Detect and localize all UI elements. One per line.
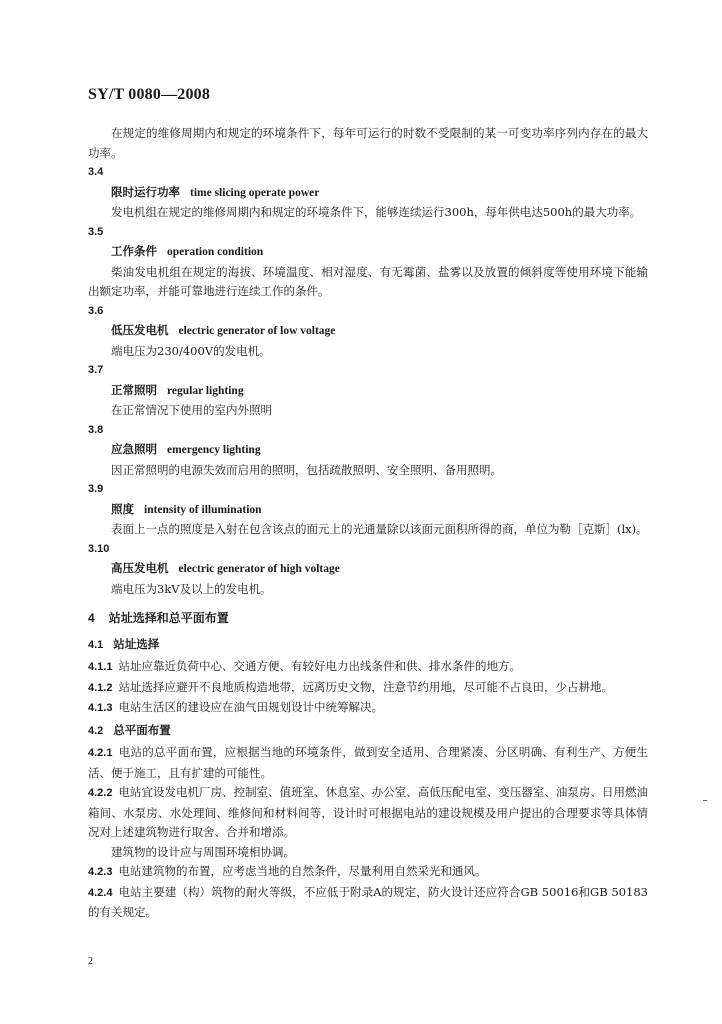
clause xyxy=(88,657,648,678)
clause-text: 电站宜设发电机厂房、控制室、值班室、休息室、办公室、高低压配电室、变压器室、油泵房、日用燃油箱间、水泵房、水处理间、维修间和材料间等，设计时可根据电站的建设规模及用户提出的合理要求等具体情况对上述建筑物进行取舍、合并和增添。 xyxy=(88,785,648,839)
section-heading xyxy=(88,609,648,629)
subsection-heading xyxy=(88,635,648,656)
subsection-heading xyxy=(88,721,648,742)
subsection-title: 总平面布置 xyxy=(113,722,171,737)
clause xyxy=(88,883,648,923)
clause-text: 站址应靠近负荷中心、交通方便、有较好电力出线条件和供、排水条件的地方。 xyxy=(118,659,521,673)
term-chinese: 限时运行功率 xyxy=(111,184,180,199)
clause-text: 站址选择应避开不良地质构造地带，远离历史文物，注意节约用地，尽可能不占良田，少占耕地。 xyxy=(118,679,613,694)
scan-speck xyxy=(703,800,707,801)
term-english: intensity of illumination xyxy=(144,503,262,516)
clause-text: 电站建筑物的布置，应考虑当地的自然条件，尽量利用自然采光和通风。 xyxy=(118,864,487,878)
subsection-number: 4.2 xyxy=(88,724,104,737)
clause xyxy=(88,678,648,699)
term-chinese: 应急照明 xyxy=(111,442,157,456)
clause-number: 4.2.3 xyxy=(88,866,113,878)
term-number: 3.5 xyxy=(88,225,104,238)
clause-text: 电站生活区的建设应在油气田规划设计中统筹解决。 xyxy=(118,700,383,714)
term-chinese: 工作条件 xyxy=(111,244,157,258)
term-heading xyxy=(88,440,648,461)
paragraph: 端电压为3kV及以上的发电机。 xyxy=(111,581,272,596)
term-heading xyxy=(88,242,648,263)
term-number: 3.9 xyxy=(88,483,104,495)
page-number: 2 xyxy=(88,956,93,967)
term-number: 3.6 xyxy=(88,304,104,317)
paragraph: 发电机组在规定的维修周期内和规定的环境条件下，能够连续运行300h，每年供电达500h的最大功率。 xyxy=(111,205,642,219)
term-chinese: 照度 xyxy=(111,501,134,516)
term-english: emergency lighting xyxy=(167,444,261,456)
term-heading xyxy=(88,381,648,402)
clause-number: 4.2.1 xyxy=(88,747,113,759)
clause-number: 4.1.1 xyxy=(88,661,113,673)
clause xyxy=(88,743,648,783)
term-heading xyxy=(88,321,648,342)
term-english: electric generator of high voltage xyxy=(178,563,340,575)
term-english: regular lighting xyxy=(167,384,244,397)
clause-number: 4.2.2 xyxy=(88,787,113,799)
paragraph: 柴油发电机组在规定的海拔、环境温度、相对湿度、有无霉菌、盐雾以及放置的倾斜度等使用环境下能输出额定功率，并能可靠地进行连续工作的条件。 xyxy=(88,264,648,298)
term-heading xyxy=(88,559,648,580)
section-number: 4 xyxy=(88,611,95,625)
term-english: electric generator of low voltage xyxy=(178,325,336,337)
standard-code: SY/T 0080—2008 xyxy=(88,86,211,103)
clause-number: 4.1.3 xyxy=(88,702,113,714)
term-heading xyxy=(88,183,648,204)
term-heading xyxy=(88,500,648,521)
term-chinese: 高压发电机 xyxy=(111,561,169,575)
term-english: time slicing operate power xyxy=(190,186,320,199)
term-chinese: 正常照明 xyxy=(111,382,157,397)
clause-text: 电站的总平面布置，应根据当地的环境条件，做到安全适用、合理紧凑、分区明确、有利生产、方便生活、便于施工，且有扩建的可能性。 xyxy=(88,745,648,780)
term-number: 3.10 xyxy=(88,542,110,555)
term-english: operation condition xyxy=(167,246,264,258)
clause-text: 电站主要建（构）筑物的耐火等级，不应低于附录A的规定，防火设计还应符合GB 50016和GB 50183的有关规定。 xyxy=(88,884,648,919)
term-chinese: 低压发电机 xyxy=(111,323,169,337)
subsection-number: 4.1 xyxy=(88,638,104,651)
term-number: 3.7 xyxy=(88,364,104,376)
paragraph: 在规定的维修周期内和规定的环境条件下，每年可运行的时数不受限制的某一可变功率序列内存在的最大功率。 xyxy=(88,126,648,160)
clause xyxy=(88,862,648,883)
term-number: 3.8 xyxy=(88,423,104,436)
document-body xyxy=(88,124,648,923)
paragraph: 端电压为230/400V的发电机。 xyxy=(111,343,271,358)
clause xyxy=(88,698,648,719)
clause xyxy=(88,783,648,843)
section-title: 站址选择和总平面布置 xyxy=(108,611,229,625)
clause-number: 4.2.4 xyxy=(88,886,113,899)
paragraph: 建筑物的设计应与周围环境相协调。 xyxy=(111,844,295,859)
subsection-title: 站址选择 xyxy=(113,636,160,651)
paragraph: 在正常情况下使用的室内外照明 xyxy=(111,403,272,417)
paragraph: 表面上一点的照度是入射在包含该点的面元上的光通量除以该面元面积所得的商，单位为勒［克斯］(lx)。 xyxy=(111,522,648,536)
clause-number: 4.1.2 xyxy=(88,681,113,694)
paragraph: 因正常照明的电源失效而启用的照明，包括疏散照明、安全照明、备用照明。 xyxy=(111,462,502,477)
term-number: 3.4 xyxy=(88,166,104,178)
